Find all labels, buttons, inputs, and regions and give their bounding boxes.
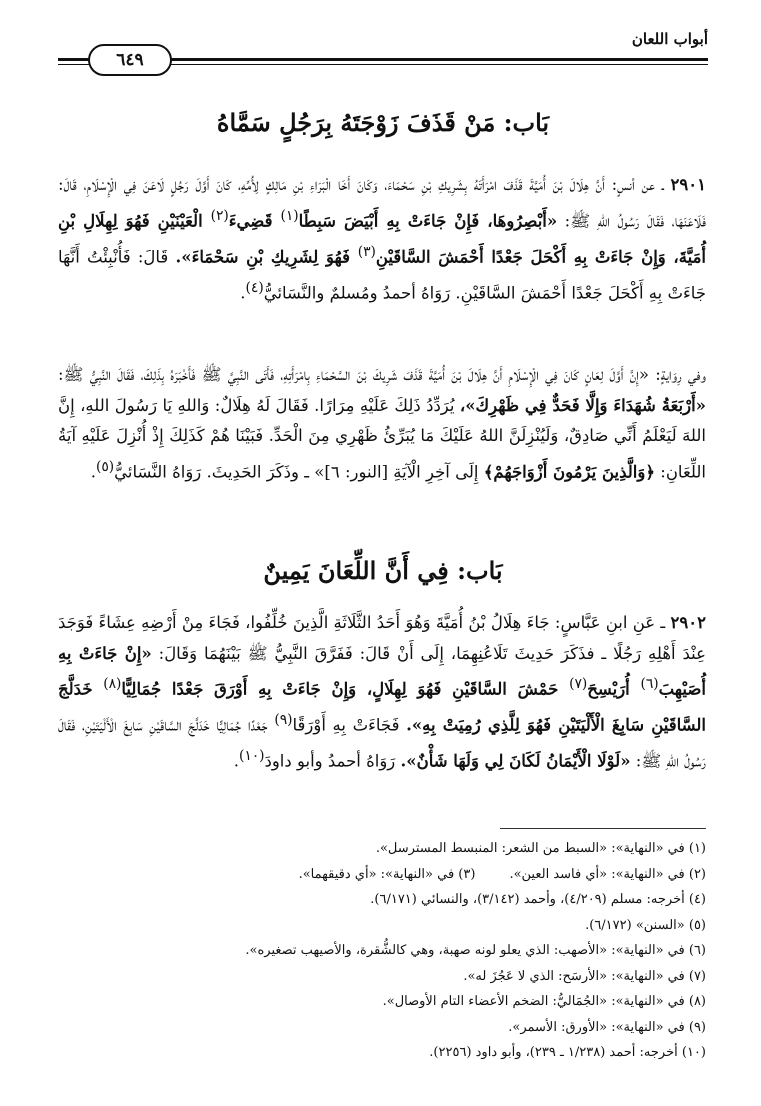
footnotes	[58, 836, 706, 1066]
footnote-ref[interactable]: (١٠)	[238, 748, 265, 764]
footnote-separator	[500, 828, 706, 829]
footnote-4: (٤) أخرجه: مسلم (٤/٢٠٩)، وأحمد (٣/١٤٢)، والنسائي (٦/١٧١).	[370, 892, 706, 907]
footnote-ref[interactable]: (٣)	[357, 243, 376, 260]
chapter-heading-2: بَاب: فِي أَنَّ اللِّعَانَ يَمِينٌ	[263, 556, 503, 585]
running-title: أبواب اللعان	[631, 30, 708, 48]
footnote-ref[interactable]: (٤)	[245, 279, 264, 296]
hadith-2902: ٢٩٠٢ ـ عَنِ ابنِ عَبَّاسٍ: جَاءَ هِلَالُ بْنُ أُمَيَّةَ وَهُوَ أَحَدُ الثَّلَاثَةِ الَّذِينَ خُلِّفُوا، فَجَاءَ مِنْ أَرْضِهِ عِشَاءً فَوَجَدَ عِنْدَ أَهْلِهِ رَجُلًا ـ فذَكَرَ حَدِيثَ تَلَاعُنِهِمَا، إِلَى أَنْ قَالَ: فَفَرَّقَ النَّبِيُّ ﷺ بَيْنَهُمَا وَقَالَ: «إِنْ جَاءَتْ بِهِ أُصَيْهِبَ$^{(٦)}$ أُرَيْسِحَ$^{(٧)}$ حَمْشَ السَّاقَيْنِ فَهُوَ لِهِلَالٍ، وَإِنْ جَاءَتْ بِهِ أَوْرَقَ جَعْدًا جُمَالِيًّا$^{(٨)}$ خَدَلَّجَ السَّاقَيْنِ سَابِغَ الْأَلْيَتَيْنِ فَهُوَ لِلَّذِي رُمِيَتْ بِهِ». فَجَاءَتْ بِهِ أَوْرَقًا$^{(٩)}$ جَعْدًا جُمَالِيًّا خَدَلَّجَ السَّاقَيْنِ سَابِغَ الْأَلْيَتَيْنِ، فَقَالَ رَسُولُ اللهِ ﷺ: «لَوْلَا الْأَيْمَانُ لَكَانَ لِي وَلَهَا شَأْنٌ». رَوَاهُ أحمدُ وأبو داودَ$^{(١٠)}$.	[58, 613, 706, 771]
footnote-ref[interactable]: (٢)	[210, 207, 229, 224]
footnote-10: (١٠) أخرجه: أحمد (١/٢٣٨ ـ ٢٣٩)، وأبو داود (٢٢٥٦).	[429, 1045, 706, 1060]
chapter-heading-1: بَاب: مَنْ قَذَفَ زَوْجَتَهُ بِرَجُلٍ سَمَّاهُ	[216, 108, 550, 137]
hadith-2901-variant: وفي رِوَايةٍ: «إِنَّ أَوَّلَ لِعَانٍ كَانَ فِي الْإِسْلَامِ أَنَّ هِلَالَ بْنَ أُمَيَّةَ قَذَفَ شَرِيكَ بْنَ السَّحْمَاءِ بِامْرَأَتِهِ، فَأَتَى النَّبِيَّ ﷺ فَأَخْبَرَهُ بِذَلِكَ، فَقَالَ النَّبِيُّ ﷺ: «أَرْبَعَةُ شُهَدَاءَ وَإِلَّا فَحَدٌّ فِي ظَهْرِكَ»، يُرَدِّدُ ذَلِكَ عَلَيْهِ مِرَارًا. فَقَالَ لَهُ هِلَالٌ: وَاللهِ يَا رَسُولَ اللهِ، إِنَّ اللهَ لَيَعْلَمُ أَنِّي صَادِقٌ، وَلَيُنْزِلَنَّ اللهُ عَلَيْكَ مَا يُبَرِّئُ ظَهْرِي مِنَ الْحَدِّ. فَبَيْنَا هُمْ كَذَلِكَ إِذْ أُنْزِلَ عَلَيْهِ آيَةُ اللِّعَانِ: ﴿وَالَّذِينَ يَرْمُونَ أَزْوَاجَهُمْ﴾ إِلَى آخِرِ الْآيَةِ [النور: ٦]» ـ وذَكَرَ الحَدِيثَ. رَوَاهُ النَّسَائيُّ$^{(٥)}$.	[58, 365, 706, 481]
footnote-ref[interactable]: (٨)	[103, 676, 122, 692]
footnote-6: (٦) في «النهاية»: «الأصهب: الذي يعلو لونه صهبة، وهي كالشُّقرة، والأصيهب تصغيره».	[245, 943, 706, 958]
footnote-ref[interactable]: (١)	[280, 207, 299, 224]
hadith-number: ٢٩٠١	[670, 175, 706, 194]
footnote-row-2-3	[58, 862, 706, 888]
footnote-1: (١) في «النهاية»: «السبط من الشعر: المنبسط المسترسل».	[375, 841, 706, 856]
hadith-number: ٢٩٠٢	[670, 613, 706, 632]
page-number: ٦٤٩	[88, 44, 172, 76]
footnote-9: (٩) في «النهاية»: «الأورق: الأسمر».	[508, 1019, 706, 1035]
footnote-ref[interactable]: (٥)	[96, 458, 115, 475]
footnote-ref[interactable]: (٦)	[640, 676, 659, 692]
footnote-8: (٨) في «النهاية»: «الجُمَاليُّ: الضخم الأعضاء التام الأوصال».	[382, 994, 706, 1009]
footnote-3: (٣) في «النهاية»: «أي دقيقهما».	[298, 866, 476, 882]
hadith-2901: ٢٩٠١ ـ عن أنسٍ: أَنَّ هِلَالَ بْنَ أُمَيَّةَ قَذَفَ امْرَأَتَهُ بِشَرِيكِ بْنِ سَحْمَاءَ، وَكَانَ أَخَا الْبَرَاءِ بْنِ مَالِكٍ لِأُمِّهِ، كَانَ أَوَّلَ رَجُلٍ لَاعَنَ فِي الْإِسْلَامِ، قَالَ: فَلَاعَنَهَا، فَقَالَ رَسُولُ اللهِ ﷺ: «أَبْصِرُوهَا، فَإِنْ جَاءَتْ بِهِ أَبْيَضَ سَبِطًا$^{(١)}$ قَضِيءَ$^{(٢)}$ الْعَيْنَيْنِ فَهُوَ لِهِلَالِ بْنِ أُمَيَّةَ، وَإِنْ جَاءَتْ بِهِ أَكْحَلَ جَعْدًا أَحْمَشَ السَّاقَيْنِ$^{(٣)}$ فَهُوَ لِشَرِيكِ بْنِ سَحْمَاءَ». قَالَ: فَأُنْبِئْتُ أَنَّهَا جَاءَتْ بِهِ أَكْحَلَ جَعْدًا أَحْمَشَ السَّاقَيْنِ. رَوَاهُ أحمدُ ومُسلمٌ والنَّسَائيُّ$^{(٤)}$.	[58, 175, 707, 302]
footnote-ref[interactable]: (٩)	[274, 712, 293, 728]
page-header	[58, 30, 708, 74]
footnote-ref[interactable]: (٧)	[569, 676, 588, 692]
footnote-5: (٥) «السنن» (٦/١٧٢).	[585, 917, 706, 933]
footnote-2: (٢) في «النهاية»: «أي فاسد العين».	[509, 866, 706, 882]
footnote-7: (٧) في «النهاية»: «الأرسَح: الذي لا عَجُزَ له».	[463, 968, 706, 984]
